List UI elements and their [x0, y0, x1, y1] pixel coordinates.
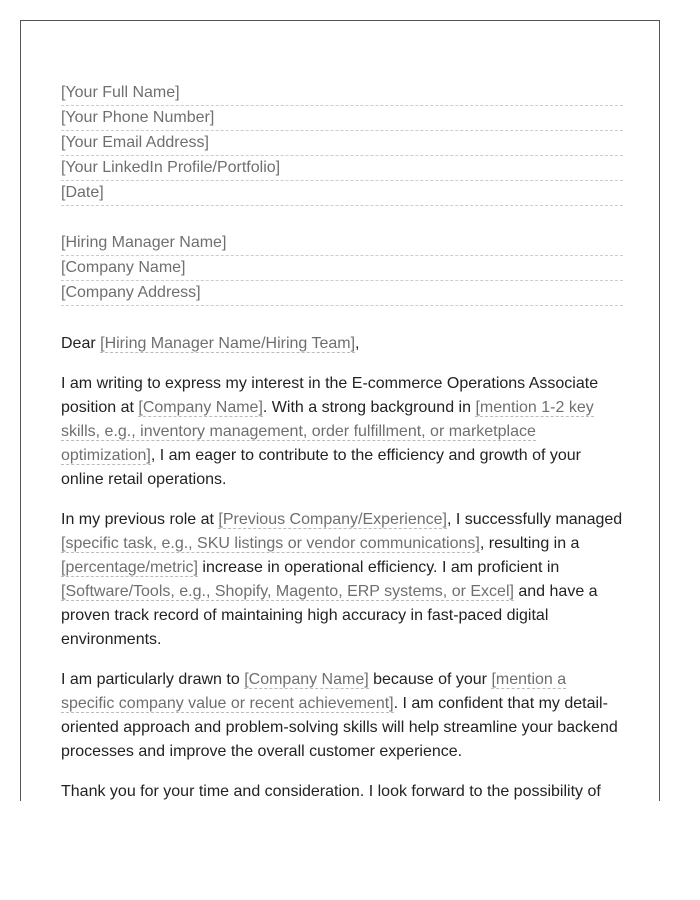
para1-text-2: . With a strong background in: [262, 399, 476, 416]
block-spacer: [61, 206, 623, 231]
para2-placeholder-metric[interactable]: [percentage/metric]: [61, 559, 198, 576]
sender-block: [61, 81, 623, 206]
salutation-placeholder[interactable]: [Hiring Manager Name/Hiring Team]: [100, 335, 356, 352]
paragraph-experience: [61, 508, 623, 652]
paragraph-intro: [61, 372, 623, 492]
para1-text-3: , I am eager to contribute to the efficiency and growth of your online retail operations.: [61, 447, 581, 488]
para2-placeholder-task[interactable]: [specific task, e.g., SKU listings or vendor communications]: [61, 535, 480, 552]
salutation-prefix: Dear: [61, 335, 101, 352]
recipient-company-name[interactable]: [Company Name]: [61, 256, 623, 281]
para1-placeholder-company[interactable]: [Company Name]: [138, 399, 263, 416]
salutation-suffix: ,: [355, 335, 360, 352]
letter-body: [61, 81, 623, 801]
recipient-manager-name[interactable]: [Hiring Manager Name]: [61, 231, 623, 256]
para1-text-1: I am writing to express my interest in the E-commerce Operations Associate position at: [61, 375, 599, 416]
para3-text-3: . I am confident that my detail-oriented approach and problem-solving skills will help streamline your backend processes and improve the overall customer experience.: [61, 695, 618, 760]
para2-text-4: increase in operational efficiency. I am proficient in: [197, 559, 560, 576]
para2-text-3: , resulting in a: [479, 535, 580, 552]
letter-date[interactable]: [Date]: [61, 181, 623, 206]
para3-text-1: I am particularly drawn to: [61, 671, 245, 688]
letter-page: [20, 20, 660, 801]
para3-placeholder-company[interactable]: [Company Name]: [244, 671, 369, 688]
sender-linkedin[interactable]: [Your LinkedIn Profile/Portfolio]: [61, 156, 623, 181]
para1-placeholder-skills[interactable]: [mention 1-2 key skills, e.g., inventory management, order fulfillment, or marketplace optimization]: [61, 399, 594, 464]
para2-text-5: and have a proven track record of maintaining high accuracy in fast-paced digital environments.: [61, 583, 598, 648]
sender-email[interactable]: [Your Email Address]: [61, 131, 623, 156]
sender-full-name[interactable]: [Your Full Name]: [61, 81, 623, 106]
para4-text-1: Thank you for your time and consideration. I look forward to the possibility of: [61, 783, 601, 800]
paragraph-motivation: [61, 668, 623, 764]
recipient-block: [61, 231, 623, 306]
para2-text-1: In my previous role at: [61, 511, 219, 528]
sender-phone[interactable]: [Your Phone Number]: [61, 106, 623, 131]
para2-text-2: , I successfully managed: [446, 511, 623, 528]
para3-text-2: because of your: [368, 671, 492, 688]
recipient-company-address[interactable]: [Company Address]: [61, 281, 623, 306]
para3-placeholder-value[interactable]: [mention a specific company value or recent achievement]: [61, 671, 567, 712]
paragraph-closing: [61, 780, 623, 801]
para2-placeholder-previous-company[interactable]: [Previous Company/Experience]: [218, 511, 447, 528]
para2-placeholder-tools[interactable]: [Software/Tools, e.g., Shopify, Magento, ERP systems, or Excel]: [61, 583, 514, 600]
salutation: [61, 332, 623, 356]
